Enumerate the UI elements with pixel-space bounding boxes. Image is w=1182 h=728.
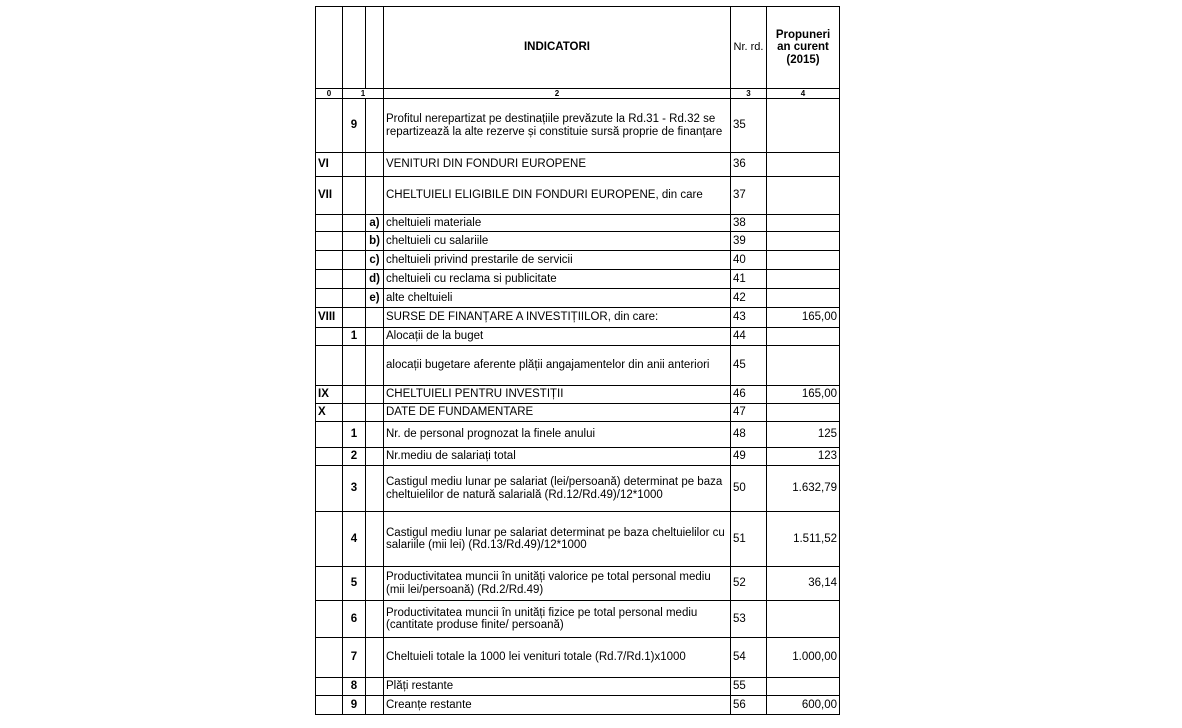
row-value-cell: 123 <box>767 448 840 466</box>
row-number-cell <box>343 346 366 386</box>
row-letter-cell <box>366 346 384 386</box>
index-4: 4 <box>767 89 840 99</box>
row-indicator-cell: cheltuieli privind prestarile de servicii <box>384 251 731 270</box>
row-number-cell: 2 <box>343 448 366 466</box>
table-row <box>316 270 840 289</box>
row-number-cell <box>343 404 366 422</box>
row-nr-cell: 45 <box>731 346 767 386</box>
table-row <box>316 289 840 308</box>
index-3: 3 <box>731 89 767 99</box>
header-indicatori: INDICATORI <box>384 7 731 89</box>
row-section-cell <box>316 289 343 308</box>
row-nr-cell: 39 <box>731 232 767 251</box>
row-indicator-cell: Castigul mediu lunar pe salariat (lei/persoană) determinat pe baza cheltuielilor de natură salarială (Rd.12/Rd.49)/12*1000 <box>384 466 731 512</box>
table-row <box>316 386 840 404</box>
row-letter-cell <box>366 422 384 448</box>
row-nr-cell: 44 <box>731 328 767 346</box>
row-section-cell <box>316 466 343 512</box>
row-indicator-cell: SURSE DE FINANȚARE A INVESTIȚIILOR, din care: <box>384 308 731 328</box>
row-value-cell: 125 <box>767 422 840 448</box>
row-section-cell <box>316 328 343 346</box>
table-row <box>316 466 840 512</box>
row-nr-cell: 54 <box>731 638 767 678</box>
row-value-cell <box>767 153 840 177</box>
row-letter-cell <box>366 308 384 328</box>
table-row <box>316 512 840 567</box>
row-letter-cell <box>366 601 384 638</box>
row-value-cell <box>767 289 840 308</box>
row-value-cell: 36,14 <box>767 567 840 601</box>
row-number-cell: 6 <box>343 601 366 638</box>
row-section-cell <box>316 232 343 251</box>
row-value-cell: 165,00 <box>767 386 840 404</box>
row-number-cell <box>343 270 366 289</box>
index-0: 0 <box>316 89 343 99</box>
row-indicator-cell: VENITURI DIN FONDURI EUROPENE <box>384 153 731 177</box>
row-indicator-cell: DATE DE FUNDAMENTARE <box>384 404 731 422</box>
row-value-cell <box>767 601 840 638</box>
header-propuneri: Propuneri an curent (2015) <box>767 7 840 89</box>
row-section-cell <box>316 601 343 638</box>
row-value-cell: 1.511,52 <box>767 512 840 567</box>
row-nr-cell: 50 <box>731 466 767 512</box>
header-col-0 <box>316 7 343 89</box>
row-section-cell <box>316 567 343 601</box>
row-value-cell <box>767 251 840 270</box>
table-row <box>316 678 840 696</box>
row-nr-cell: 51 <box>731 512 767 567</box>
row-value-cell <box>767 404 840 422</box>
table-row <box>316 638 840 678</box>
row-number-cell <box>343 386 366 404</box>
row-number-cell <box>343 153 366 177</box>
row-letter-cell: c) <box>366 251 384 270</box>
table-row <box>316 422 840 448</box>
row-indicator-cell: Productivitatea muncii în unități fizice pe total personal mediu (cantitate produse finite/ persoană) <box>384 601 731 638</box>
row-section-cell <box>316 215 343 232</box>
row-section-cell <box>316 696 343 715</box>
row-nr-cell: 36 <box>731 153 767 177</box>
row-indicator-cell: Plăți restante <box>384 678 731 696</box>
budget-indicators-table <box>315 6 840 715</box>
row-nr-cell: 52 <box>731 567 767 601</box>
table-row <box>316 177 840 215</box>
row-section-cell <box>316 346 343 386</box>
row-nr-cell: 35 <box>731 99 767 153</box>
row-letter-cell <box>366 404 384 422</box>
row-letter-cell <box>366 466 384 512</box>
row-indicator-cell: Profitul nerepartizat pe destinațiile prevăzute la Rd.31 - Rd.32 se repartizează la alte rezerve și constituie sursă proprie de finanțare <box>384 99 731 153</box>
row-number-cell: 3 <box>343 466 366 512</box>
table-row <box>316 601 840 638</box>
table-row <box>316 215 840 232</box>
row-number-cell: 1 <box>343 422 366 448</box>
row-nr-cell: 56 <box>731 696 767 715</box>
table-row <box>316 696 840 715</box>
row-number-cell <box>343 251 366 270</box>
row-section-cell: VIII <box>316 308 343 328</box>
row-nr-cell: 53 <box>731 601 767 638</box>
row-value-cell: 1.000,00 <box>767 638 840 678</box>
header-row <box>316 7 840 89</box>
row-nr-cell: 37 <box>731 177 767 215</box>
row-indicator-cell: cheltuieli cu reclama si publicitate <box>384 270 731 289</box>
row-letter-cell <box>366 678 384 696</box>
row-number-cell: 1 <box>343 328 366 346</box>
row-nr-cell: 42 <box>731 289 767 308</box>
row-value-cell: 600,00 <box>767 696 840 715</box>
row-value-cell <box>767 328 840 346</box>
row-number-cell: 9 <box>343 99 366 153</box>
row-nr-cell: 55 <box>731 678 767 696</box>
row-value-cell <box>767 232 840 251</box>
row-section-cell <box>316 448 343 466</box>
row-number-cell <box>343 289 366 308</box>
row-indicator-cell: Nr. de personal prognozat la finele anului <box>384 422 731 448</box>
row-indicator-cell: Alocații de la buget <box>384 328 731 346</box>
row-section-cell <box>316 99 343 153</box>
row-letter-cell: a) <box>366 215 384 232</box>
row-nr-cell: 38 <box>731 215 767 232</box>
row-letter-cell <box>366 638 384 678</box>
table-row <box>316 153 840 177</box>
row-letter-cell <box>366 512 384 567</box>
row-indicator-cell: Productivitatea muncii în unități valorice pe total personal mediu (mii lei/persoană) (Rd.2/Rd.49) <box>384 567 731 601</box>
table-row <box>316 308 840 328</box>
row-number-cell: 5 <box>343 567 366 601</box>
row-nr-cell: 46 <box>731 386 767 404</box>
table-row <box>316 404 840 422</box>
row-letter-cell <box>366 328 384 346</box>
table-row <box>316 346 840 386</box>
row-letter-cell: e) <box>366 289 384 308</box>
row-nr-cell: 47 <box>731 404 767 422</box>
row-letter-cell <box>366 99 384 153</box>
row-indicator-cell: Cheltuieli totale la 1000 lei venituri totale (Rd.7/Rd.1)x1000 <box>384 638 731 678</box>
table-row <box>316 232 840 251</box>
row-nr-cell: 41 <box>731 270 767 289</box>
row-number-cell: 8 <box>343 678 366 696</box>
row-number-cell: 9 <box>343 696 366 715</box>
index-2: 2 <box>384 89 731 99</box>
row-section-cell: IX <box>316 386 343 404</box>
header-nr-rd: Nr. rd. <box>731 7 767 89</box>
row-indicator-cell: Castigul mediu lunar pe salariat determinat pe baza cheltuielilor cu salariile (mii lei) (Rd.13/Rd.49)/12*1000 <box>384 512 731 567</box>
row-indicator-cell: cheltuieli materiale <box>384 215 731 232</box>
row-number-cell <box>343 232 366 251</box>
row-letter-cell: d) <box>366 270 384 289</box>
row-value-cell: 165,00 <box>767 308 840 328</box>
row-value-cell: 1.632,79 <box>767 466 840 512</box>
row-indicator-cell: alocații bugetare aferente plății angajamentelor din anii anteriori <box>384 346 731 386</box>
row-indicator-cell: Nr.mediu de salariați total <box>384 448 731 466</box>
row-section-cell: X <box>316 404 343 422</box>
row-section-cell <box>316 422 343 448</box>
row-number-cell: 7 <box>343 638 366 678</box>
row-letter-cell <box>366 177 384 215</box>
row-letter-cell <box>366 448 384 466</box>
row-number-cell <box>343 177 366 215</box>
row-section-cell: VI <box>316 153 343 177</box>
row-number-cell: 4 <box>343 512 366 567</box>
table-row <box>316 567 840 601</box>
row-section-cell: VII <box>316 177 343 215</box>
row-value-cell <box>767 678 840 696</box>
index-1: 1 <box>343 89 384 99</box>
row-section-cell <box>316 270 343 289</box>
row-section-cell <box>316 512 343 567</box>
row-letter-cell <box>366 153 384 177</box>
row-indicator-cell: Creanțe restante <box>384 696 731 715</box>
row-value-cell <box>767 215 840 232</box>
row-value-cell <box>767 99 840 153</box>
row-number-cell <box>343 215 366 232</box>
row-section-cell <box>316 251 343 270</box>
row-nr-cell: 49 <box>731 448 767 466</box>
row-letter-cell <box>366 696 384 715</box>
row-value-cell <box>767 270 840 289</box>
column-index-row <box>316 89 840 99</box>
row-number-cell <box>343 308 366 328</box>
row-nr-cell: 43 <box>731 308 767 328</box>
row-value-cell <box>767 346 840 386</box>
row-indicator-cell: CHELTUIELI PENTRU INVESTIȚII <box>384 386 731 404</box>
header-col-1 <box>343 7 366 89</box>
row-nr-cell: 48 <box>731 422 767 448</box>
row-letter-cell: b) <box>366 232 384 251</box>
row-indicator-cell: CHELTUIELI ELIGIBILE DIN FONDURI EUROPENE, din care <box>384 177 731 215</box>
table-row <box>316 251 840 270</box>
table-row <box>316 328 840 346</box>
row-value-cell <box>767 177 840 215</box>
row-nr-cell: 40 <box>731 251 767 270</box>
row-section-cell <box>316 678 343 696</box>
row-letter-cell <box>366 567 384 601</box>
row-indicator-cell: cheltuieli cu salariile <box>384 232 731 251</box>
header-col-1b <box>366 7 384 89</box>
table-row <box>316 448 840 466</box>
table-body <box>316 99 840 715</box>
row-letter-cell <box>366 386 384 404</box>
table-row <box>316 99 840 153</box>
row-section-cell <box>316 638 343 678</box>
row-indicator-cell: alte cheltuieli <box>384 289 731 308</box>
